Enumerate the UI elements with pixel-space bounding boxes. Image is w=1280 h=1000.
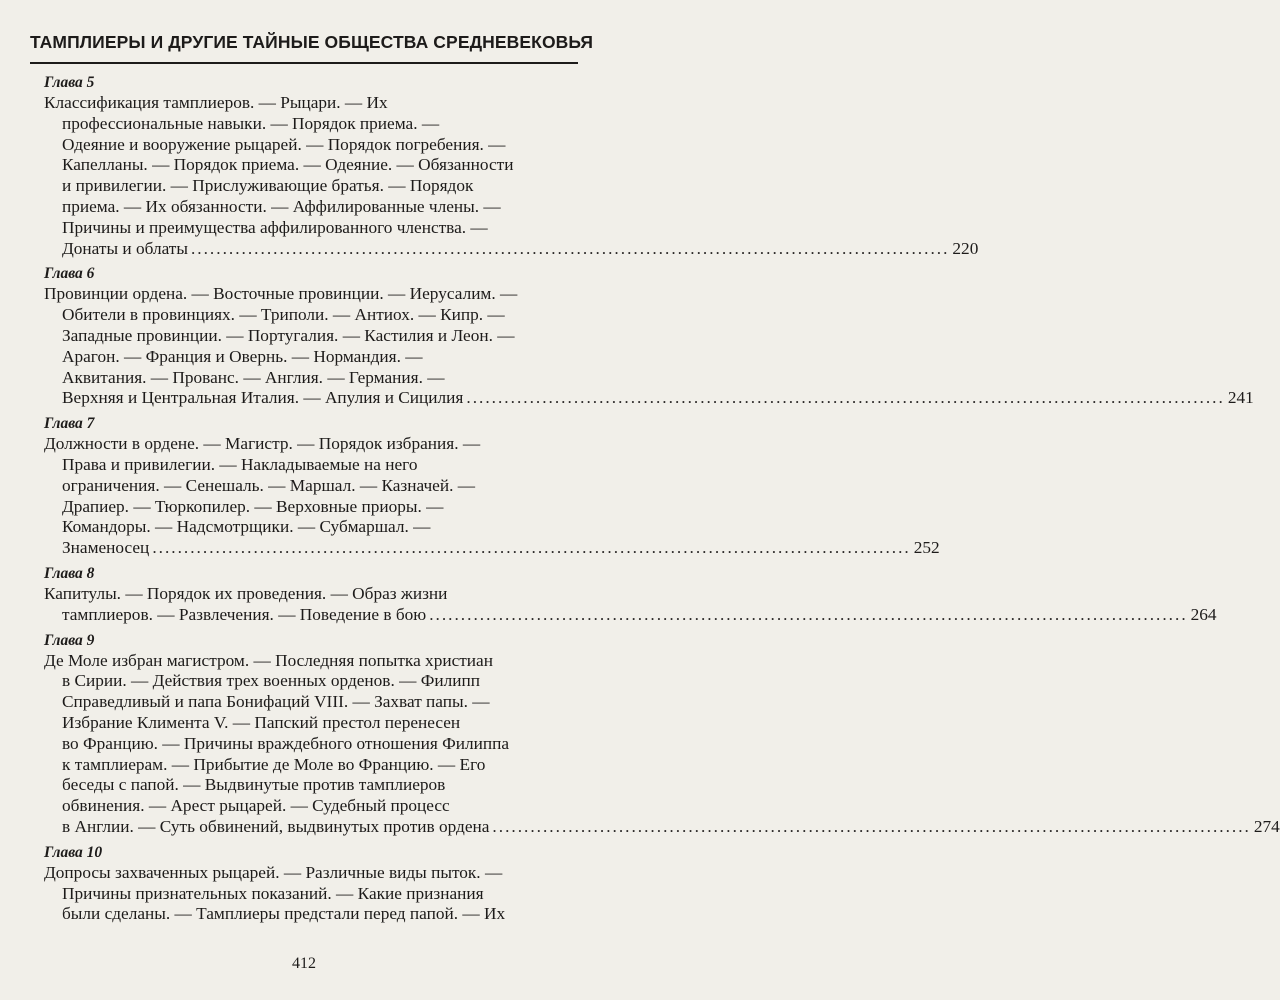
toc-entry-line: были сделаны. — Тамплиеры предстали перед папой. — Их — [62, 904, 506, 924]
toc-entry-line — [44, 816, 1280, 838]
dot-leader: ........................................................................................................................ — [152, 538, 911, 558]
toc-page-number: 264 — [1190, 604, 1217, 624]
chapter-label: Глава 9 — [44, 631, 95, 649]
toc-entry-line: Капитулы. — Порядок их проведения. — Образ жизни — [44, 583, 448, 603]
toc-entry-text: Знаменосец — [62, 538, 150, 558]
toc-entry-line: приема. — Их обязанности. — Аффилированные члены. — — [62, 196, 501, 216]
toc-entry-line: Аквитания. — Прованс. — Англия. — Германия. — — [62, 367, 445, 387]
toc-page-number: 252 — [913, 538, 940, 558]
toc-entry-line: Капелланы. — Порядок приема. — Одеяние. — Обязанности — [62, 155, 514, 175]
toc-entry-line: профессиональные навыки. — Порядок приема. — — [62, 113, 440, 133]
toc-entry-line — [44, 388, 1254, 409]
toc-entry-line: Западные провинции. — Португалия. — Кастилия и Леон. — — [62, 325, 515, 345]
header-rule — [30, 62, 578, 64]
toc-chapter — [44, 73, 979, 259]
toc-entry-line — [44, 538, 940, 559]
toc-entry-line: в Сирии. — Действия трех военных орденов. — Филипп — [62, 671, 480, 691]
chapter-label: Глава 6 — [44, 265, 95, 283]
toc-entry-line: Допросы захваченных рыцарей. — Различные виды пыток. — — [44, 862, 503, 882]
toc-entry-line: Должности в ордене. — Магистр. — Порядок избрания. — — [44, 434, 481, 454]
toc-entry-line: к тамплиерам. — Прибытие де Моле во Францию. — Его — [62, 754, 486, 774]
toc-entry-text: тамплиеров. — Развлечения. — Поведение в бою — [62, 604, 427, 624]
toc-page-number: 241 — [1227, 388, 1254, 408]
table-of-contents — [44, 73, 1280, 930]
dot-leader: ........................................................................................................................ — [190, 238, 950, 258]
toc-entry-text: Верхняя и Центральная Италия. — Апулия и Сицилия — [62, 388, 464, 408]
toc-entry-line: и привилегии. — Прислуживающие братья. — Порядок — [62, 176, 474, 196]
toc-page-number: 274 — [1253, 816, 1280, 836]
toc-entry-line: Справедливый и папа Бонифаций VIII. — Захват папы. — — [62, 692, 490, 712]
dot-leader: ........................................................................................................................ — [466, 388, 1225, 408]
toc-chapter — [44, 631, 1280, 838]
toc-entry-line: Драпиер. — Тюркопилер. — Верховные приоры. — — [62, 496, 444, 516]
chapter-label: Глава 7 — [44, 415, 95, 433]
dot-leader: ........................................................................................................................ — [429, 604, 1188, 624]
toc-chapter — [44, 564, 1217, 626]
toc-entry-line: Обители в провинциях. — Триполи. — Антиох. — Кипр. — — [62, 305, 505, 325]
toc-page-number: 220 — [952, 238, 979, 258]
toc-entry-line — [44, 604, 1217, 626]
toc-chapter — [44, 264, 1254, 409]
toc-entry-line: Командоры. — Надсмотрщики. — Субмаршал. — — [62, 517, 431, 537]
chapter-label: Глава 10 — [44, 843, 103, 861]
running-head: ТАМПЛИЕРЫ И ДРУГИЕ ТАЙНЫЕ ОБЩЕСТВА СРЕДНЕВЕКОВЬЯ — [30, 32, 594, 52]
toc-entry-line: Одеяние и вооружение рыцарей. — Порядок погребения. — — [62, 134, 506, 154]
toc-entry-line: Права и привилегии. — Накладываемые на него — [62, 454, 418, 474]
chapter-label: Глава 8 — [44, 564, 95, 582]
toc-entry-line: Провинции ордена. — Восточные провинции. — Иерусалим. — — [44, 284, 518, 304]
toc-entry-line: ограничения. — Сенешаль. — Маршал. — Казначей. — — [62, 475, 476, 495]
toc-entry-line: Арагон. — Франция и Овернь. — Нормандия. — — [62, 346, 423, 366]
toc-entry-line: Причины признательных показаний. — Какие признания — [62, 883, 484, 903]
toc-entry-line: Де Моле избран магистром. — Последняя попытка христиан — [44, 650, 493, 670]
dot-leader: ........................................................................................................................ — [492, 816, 1251, 836]
toc-entry-line: Избрание Климента V. — Папский престол перенесен — [62, 712, 461, 732]
toc-chapter — [44, 843, 584, 925]
toc-entry-line — [44, 238, 979, 260]
page-number: 412 — [292, 955, 316, 972]
toc-entry-line: Причины и преимущества аффилированного членства. — — [62, 217, 488, 237]
toc-entry-text: в Англии. — Суть обвинений, выдвинутых против ордена — [62, 816, 490, 836]
chapter-label: Глава 5 — [44, 74, 95, 91]
toc-entry-line: обвинения. — Арест рыцарей. — Судебный процесс — [62, 796, 450, 816]
toc-entry-line: во Францию. — Причины враждебного отношения Филиппа — [62, 733, 510, 753]
toc-entry-line: Классификация тамплиеров. — Рыцари. — Их — [44, 93, 388, 112]
toc-entry-text: Донаты и облаты — [62, 238, 188, 258]
toc-chapter — [44, 414, 940, 559]
toc-entry-line: беседы с папой. — Выдвинутые против тамплиеров — [62, 775, 446, 795]
